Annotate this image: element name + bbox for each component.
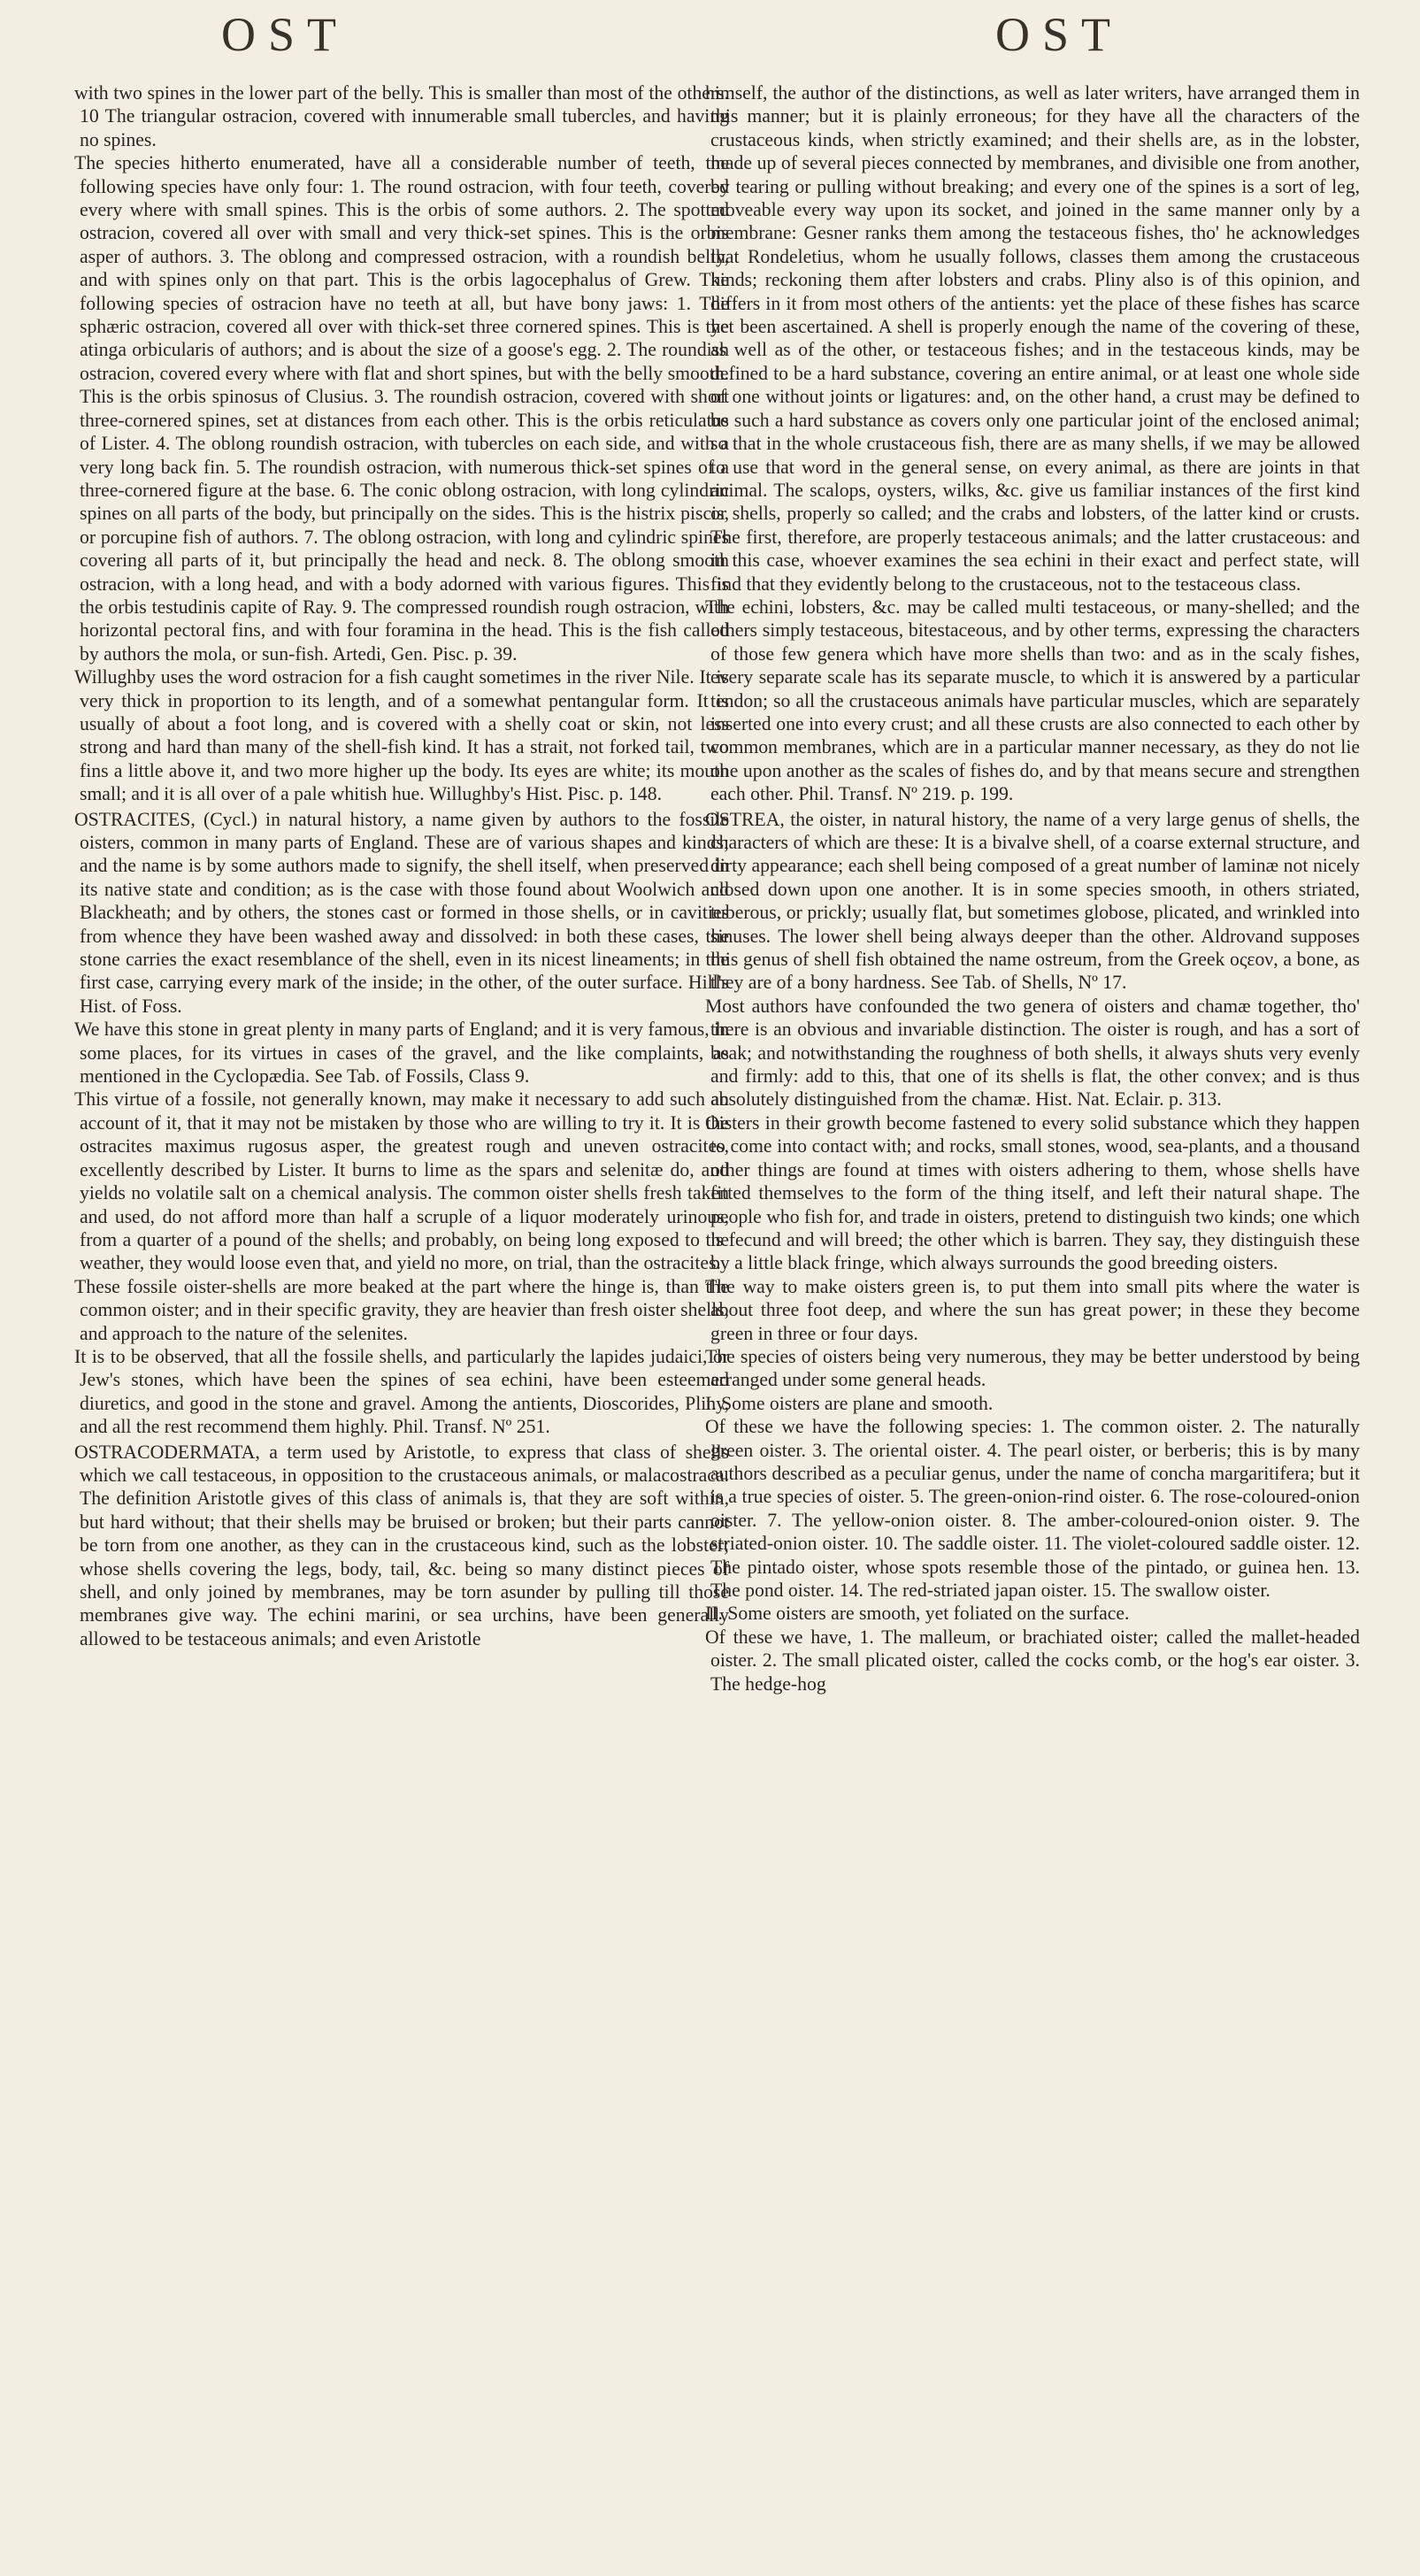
running-head-right: OST: [995, 8, 1124, 61]
paragraph: The way to make oisters green is, to put them into small pits where the water is about three foot deep, and where the sun has great power; in these they become green in three or four days.: [705, 1275, 1360, 1344]
entry-ostracites: OSTRACITES, (Cycl.) in natural history, a name given by authors to the fossile oisters, common in many parts of England. These are of various shapes and kinds; and the name is by some authors made to signify, the shell itself, when preserved in its native state and condition; as is the case with those found about Woolwich and Blackheath; and by others, the stones cast or formed in those shells, or in cavities from whence they have been washed away and dissolved: in both these cases, the stone carries the exact resemblance of the shell, even in its nicest lineaments; in the first case, carrying every mark of the inside; in the other, of the outer surface. Hill's Hist. of Foss.: [74, 808, 729, 1017]
right-column: [705, 81, 1360, 2559]
paragraph: Of these we have, 1. The malleum, or brachiated oister; called the mallet-headed oister. 2. The small plicated oister, called the cocks comb, or the hog's ear oister. 3. The hedge-hog: [705, 1626, 1360, 1695]
paragraph: with two spines in the lower part of the belly. This is smaller than most of the others. 10 The triangular ostracion, covered with innumerable small tubercles, and having no spines.: [74, 82, 729, 150]
paragraph: Of these we have the following species: 1. The common oister. 2. The naturally green oister. 3. The oriental oister. 4. The pearl oister, or berberis; this is by many authors described as a peculiar genus, under the name of concha margaritifera; but it is a true species of oister. 5. The green-onion-rind oister. 6. The rose-coloured-onion oister. 7. The yellow-onion oister. 8. The amber-coloured-onion oister. 9. The striated-onion oister. 10. The saddle oister. 11. The violet-coloured saddle oister. 12. The pintado oister, whose spots resemble those of the pintado, or guinea hen. 13. The pond oister. 14. The red-striated japan oister. 15. The swallow oister.: [705, 1416, 1360, 1601]
paragraph: Oisters in their growth become fastened to every solid substance which they happen to come into contact with; and rocks, small stones, wood, sea-plants, and a thousand other things are found at times with oisters adhering to them, whose shells have fitted themselves to the form of the thing itself, and left their natural shape. The people who fish for, and trade in oisters, pretend to distinguish two kinds; one which is fecund and will breed; the other which is barren. They say, they distinguish these by a little black fringe, which always surrounds the good breeding oisters.: [705, 1111, 1360, 1274]
paragraph: The species of oisters being very numerous, they may be better understood by being arranged under some general heads.: [705, 1345, 1360, 1391]
paragraph: Willughby uses the word ostracion for a fish caught sometimes in the river Nile. It is very thick in proportion to its length, and of a somewhat pentangular form. It is usually of about a foot long, and is covered with a shelly coat or skin, not less strong and hard than many of the shell-fish kind. It has a strait, not forked tail, two fins a little above it, and two more higher up the body. Its eyes are white; its mouth small; and it is all over of a pale whitish hue. Willughby's Hist. Pisc. p. 148.: [74, 666, 729, 805]
paragraph: The species hitherto enumerated, have all a considerable number of teeth, the following species have only four: 1. The round ostracion, with four teeth, covered every where with small spines. This is the orbis of some authors. 2. The spotted ostracion, covered all over with small and very thick-set spines. This is the orbis asper of authors. 3. The oblong and compressed ostracion, with a roundish belly, and with spines only on that part. This is the orbis lagocephalus of Grew. The following species of ostracion have no teeth at all, but have bony jaws: 1. The sphæric ostracion, covered all over with thick-set three cornered spines. This is the atinga orbicularis of authors; and is about the size of a goose's egg. 2. The roundish ostracion, covered every where with flat and short spines, but with the belly smooth. This is the orbis spinosus of Clusius. 3. The roundish ostracion, covered with short three-cornered spines, set at distances from each other. This is the orbis reticulatus of Lister. 4. The oblong roundish ostracion, with tubercles on each side, and with a very long back fin. 5. The roundish ostracion, with numerous thick-set spines of a three-cornered figure at the base. 6. The conic oblong ostracion, with long cylindric spines on all parts of the body, but principally on the sides. This is the histrix piscis, or porcupine fish of authors. 7. The oblong ostracion, with long and cylindric spines covering all parts of it, but principally the head and neck. 8. The oblong smooth ostracion, with a long head, and with a body adorned with various figures. This is the orbis testudinis capite of Ray. 9. The compressed roundish rough ostracion, with horizontal pectoral fins, and with four foramina in the head. This is the fish called by authors the mola, or sun-fish. Artedi, Gen. Pisc. p. 39.: [74, 152, 729, 665]
paragraph: We have this stone in great plenty in many parts of England; and it is very famous, in some places, for its virtues in cases of the gravel, and the like complaints, as mentioned in the Cyclopædia. See Tab. of Fossils, Class 9.: [74, 1019, 729, 1088]
paragraph: This virtue of a fossile, not generally known, may make it necessary to add such an account of it, that it may not be mistaken by those who are willing to try it. It is the ostracites maximus rugosus asper, the greatest rough and uneven ostracites, excellently described by Lister. It burns to lime as the spars and selenitæ do, and yields no volatile salt on a chemical analysis. The common oister shells fresh taken and used, do not afford more than half a scruple of a liquor moderately urinous, from a quarter of a pound of the shells; and probably, on being long exposed to the weather, they would loose even that, and yield no more, on trial, than the ostracites.: [74, 1088, 729, 1274]
entry-ostrea: OSTREA, the oister, in natural history, the name of a very large genus of shells, the characters of which are these: It is a bivalve shell, of a coarse external structure, and dirty appearance; each shell being composed of a great number of laminæ not nicely closed down upon one another. It is in some species smooth, in others striated, tuberous, or prickly; usually flat, but sometimes globose, plicated, and wrinkled into sinuses. The lower shell being always deeper than the other. Aldrovand supposes this genus of shell fish obtained the name ostreum, from the Greek οςεον, a bone, as they are of a bony hardness. See Tab. of Shells, Nº 17.: [705, 808, 1360, 994]
entry-ostracodermata: OSTRACODERMATA, a term used by Aristotle, to express that class of shells which we call testaceous, in opposition to the crustaceous animals, or malacostraca. The definition Aristotle gives of this class of animals is, that they are soft within, but hard without; that their shells may be bruised or broken; but their parts cannot be torn from one another, as they can in the crustaceous kind, such as the lobster; whose shells covering the legs, body, tail, &c. being so many distinct pieces of shell, and only joined by membranes, may be torn asunder by pulling till those membranes give way. The echini marini, or sea urchins, have been generally allowed to be testaceous animals; and even Aristotle: [74, 1441, 729, 1649]
paragraph: himself, the author of the distinctions, as well as later writers, have arranged them in this manner; but it is plainly erroneous; for they have all the characters of the crustaceous kinds, when strictly examined; and their shells are, as in the lobster, made up of several pieces connected by membranes, and divisible one from another, by tearing or pulling without breaking; and every one of the spines is a sort of leg, moveable every way upon its socket, and joined in the same manner only by a membrane: Gesner ranks them among the testaceous fishes, tho' he acknowledges that Rondeletius, whom he usually follows, classes them among the crustaceous kinds; reckoning them after lobsters and crabs. Pliny also is of this opinion, and differs in it from most others of the antients: yet the place of these fishes has scarce yet been ascertained. A shell is properly enough the name of the covering of these, as well as of the other, or testaceous fishes; and in the testaceous kinds, may be defined to be a hard substance, covering an entire animal, or at least one whole side of one without joints or ligatures: and, on the other hand, a crust may be defined to be such a hard substance as covers only one particular joint of the enclosed animal; so that in the whole crustaceous fish, there are as many shells, if we may be allowed to use that word in the general sense, on every animal, as there are joints in that animal. The scalops, oysters, wilks, &c. give us familiar instances of the first kind or shells, properly so called; and the crabs and lobsters, of the latter kind or crusts. The first, therefore, are properly testaceous animals; and the latter crustaceous: and in this case, whoever examines the sea echini in their exact and perfect state, will find that they evidently belong to the crustaceous, not to the testaceous class.: [705, 82, 1360, 595]
paragraph: These fossile oister-shells are more beaked at the part where the hinge is, than the common oister; and in their specific gravity, they are heavier than fresh oister shells, and approach to the nature of the selenites.: [74, 1275, 729, 1344]
paragraph: II. Some oisters are smooth, yet foliated on the surface.: [705, 1603, 1130, 1625]
paragraph: The echini, lobsters, &c. may be called multi testaceous, or many-shelled; and the others simply testaceous, bitestaceous, and by other terms, expressing the characters of those few genera which have more shells than two: and as in the scaly fishes, every separate scale has its separate muscle, to which it is answered by a particular tendon; so all the crustaceous animals have particular muscles, which are separately inserted one into every crust; and all these crusts are also connected to each other by common membranes, which are in a particular manner necessary, as they do not lie one upon another as the scales of fishes do, and by that means secure and strengthen each other. Phil. Transf. Nº 219. p. 199.: [705, 596, 1360, 805]
left-column: [74, 81, 729, 2559]
running-head-left: OST: [221, 8, 349, 61]
paragraph: I. Some oisters are plane and smooth.: [705, 1392, 994, 1414]
paragraph: Most authors have confounded the two genera of oisters and chamæ together, tho' there is an obvious and invariable distinction. The oister is rough, and has a sort of beak; and notwithstanding the roughness of both shells, it always shuts very evenly and firmly: add to this, that one of its shells is flat, the other convex; and is thus absolutely distinguished from the chamæ. Hist. Nat. Eclair. p. 313.: [705, 995, 1360, 1111]
paragraph: It is to be observed, that all the fossile shells, and particularly the lapides judaici, or Jew's stones, which have been the spines of sea echini, have been esteemed diuretics, and good in the stone and gravel. Among the antients, Dioscorides, Pliny, and all the rest recommend them highly. Phil. Transf. Nº 251.: [74, 1345, 729, 1438]
